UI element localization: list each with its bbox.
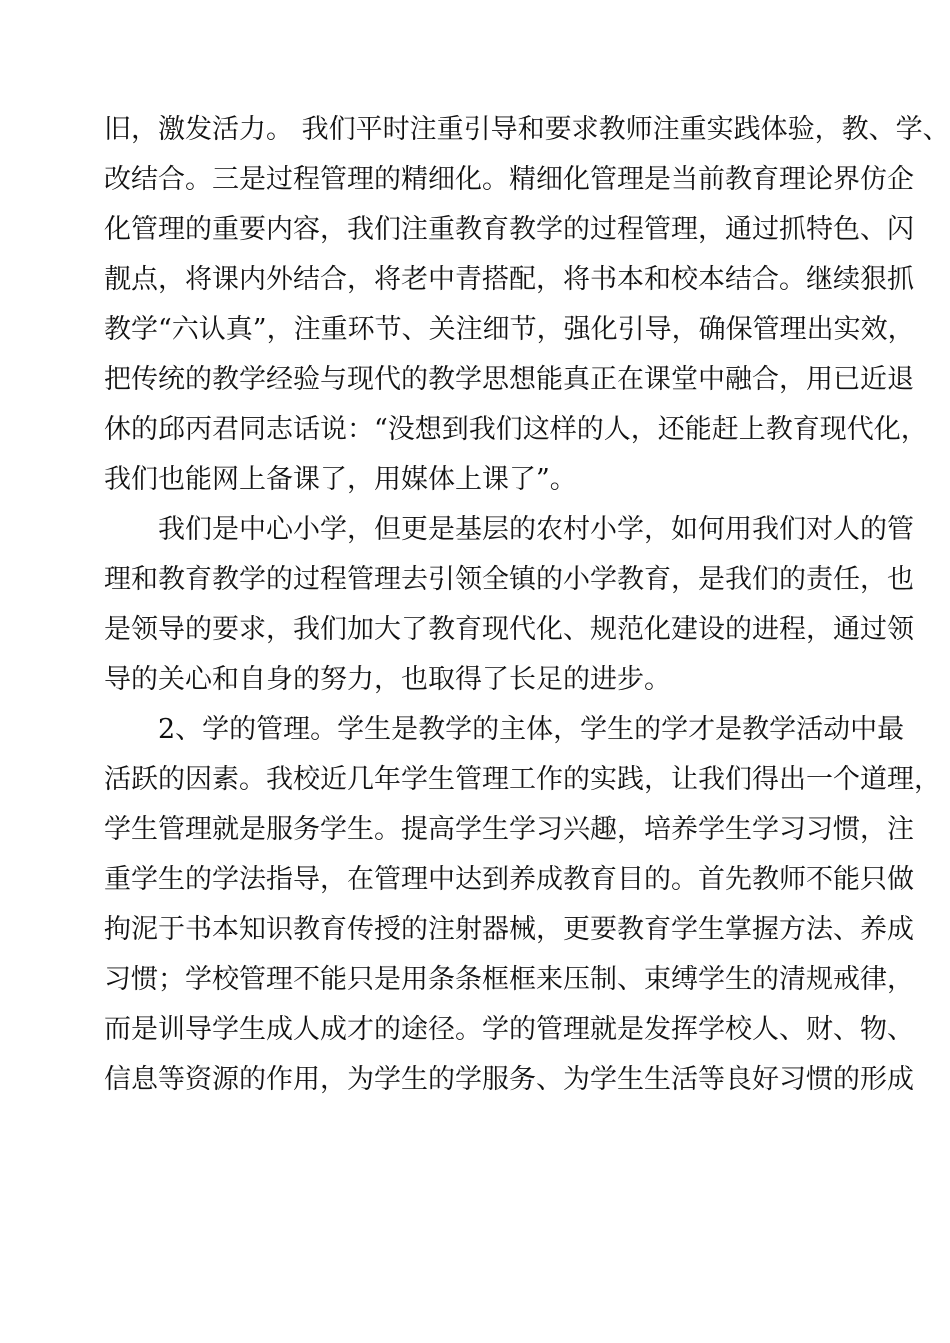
text-line: 把传统的教学经验与现代的教学思想能真正在课堂中融合，用已近退: [104, 364, 914, 395]
text-line: 化管理的重要内容，我们注重教育教学的过程管理，通过抓特色、闪: [104, 214, 914, 245]
text-line: 拘泥于书本知识教育传授的注射器械，更要教育学生掌握方法、养成: [104, 914, 914, 945]
text-line: 改结合。三是过程管理的精细化。精细化管理是当前教育理论界仿企: [104, 164, 914, 195]
text-line: 信息等资源的作用，为学生的学服务、为学生生活等良好习惯的形成: [104, 1064, 914, 1095]
paragraph-2: [104, 505, 914, 705]
text-line: 是领导的要求，我们加大了教育现代化、规范化建设的进程，通过领: [104, 614, 914, 645]
body-text: [104, 105, 950, 1105]
text-line: 靓点，将课内外结合，将老中青搭配，将书本和校本结合。继续狠抓: [104, 264, 914, 295]
text-line: 休的邱丙君同志话说：“没想到我们这样的人，还能赶上教育现代化，: [104, 414, 928, 445]
text-line: 我们是中心小学，但更是基层的农村小学，如何用我们对人的管: [158, 514, 914, 545]
text-line: 2、学的管理。学生是教学的主体，学生的学才是教学活动中最: [158, 714, 905, 745]
text-line: 学生管理就是服务学生。提高学生学习兴趣，培养学生学习习惯，注: [104, 814, 914, 845]
text-line: 理和教育教学的过程管理去引领全镇的小学教育，是我们的责任，也: [104, 564, 914, 595]
text-line: 活跃的因素。我校近几年学生管理工作的实践，让我们得出一个道理，: [104, 764, 941, 795]
text-line: 教学“六认真”，注重环节、关注细节，强化引导，确保管理出实效，: [104, 314, 915, 345]
text-line: 习惯；学校管理不能只是用条条框框来压制、束缚学生的清规戒律，: [104, 964, 914, 995]
text-line: 旧，激发活力。 我们平时注重引导和要求教师注重实践体验，教、学、: [104, 114, 950, 145]
text-line: 我们也能网上备课了，用媒体上课了”。: [104, 464, 577, 495]
text-line: 而是训导学生成人成才的途径。学的管理就是发挥学校人、财、物、: [104, 1014, 914, 1045]
text-line: 导的关心和自身的努力，也取得了长足的进步。: [104, 664, 671, 695]
text-line: 重学生的学法指导，在管理中达到养成教育目的。首先教师不能只做: [104, 864, 914, 895]
paragraph-3: [104, 705, 941, 1105]
paragraph-1: [104, 105, 950, 505]
